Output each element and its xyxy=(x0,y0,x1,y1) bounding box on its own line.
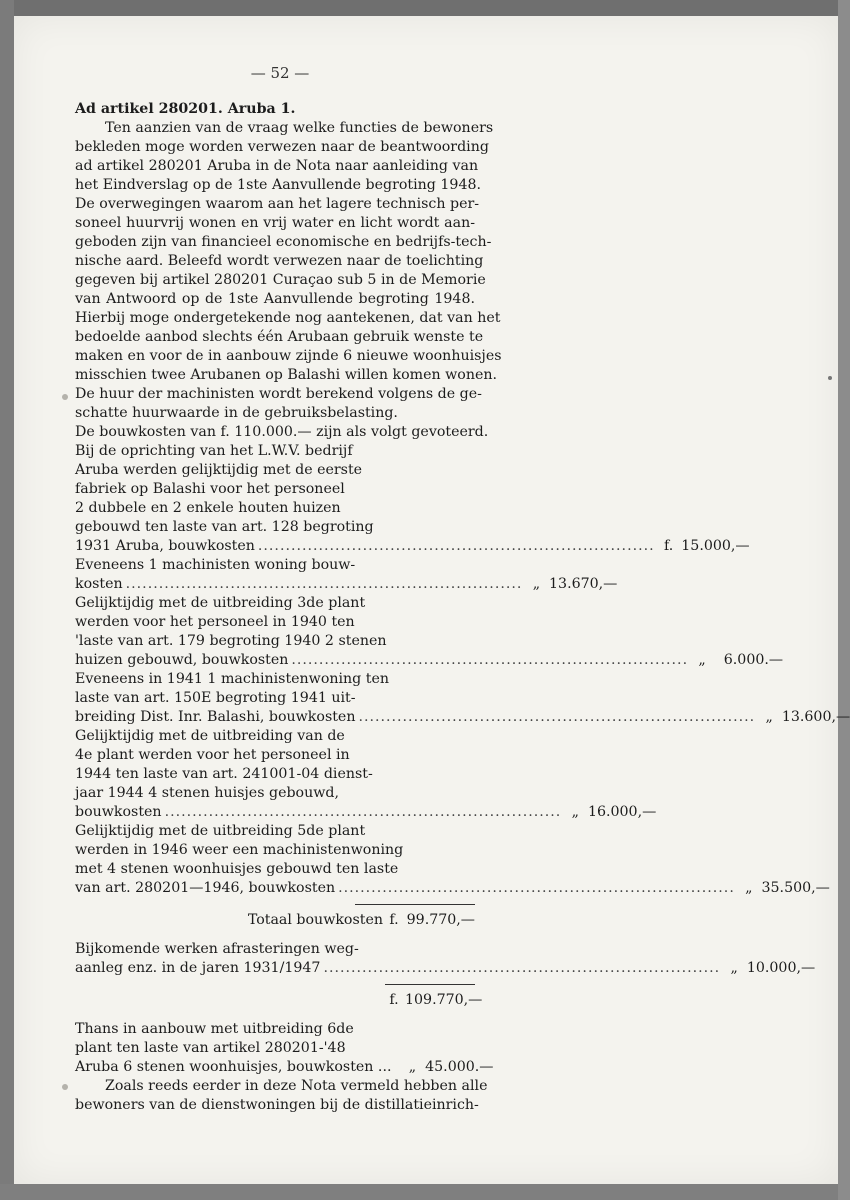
text-line: bedoelde aanbod slechts één Arubaan gebruik wenste te xyxy=(75,329,484,345)
spacer xyxy=(75,1010,475,1020)
text-line: gegeven bij artikel 280201 Curaçao sub 5 in de Memorie xyxy=(75,272,486,288)
entry-amount: 15.000,— xyxy=(681,538,750,554)
cost-entry xyxy=(75,670,850,727)
entry-line: Gelijktijdig met de uitbreiding van de xyxy=(75,728,345,744)
text-line: Hierbij moge ondergetekende nog aantekenen, dat van het xyxy=(75,310,501,326)
leader-dots: ........................................................................ xyxy=(291,652,689,668)
entry-amount: 6.000.— xyxy=(723,652,784,668)
entry-currency: „ xyxy=(571,804,579,820)
text-line: het Eindverslag op de 1ste Aanvullende begroting 1948. xyxy=(75,177,482,193)
spacer xyxy=(75,930,475,940)
cost-table xyxy=(75,442,850,1077)
subtotal-row xyxy=(75,911,475,930)
entry-amount: 10.000,— xyxy=(746,960,816,976)
entry-amount-row xyxy=(75,803,657,822)
margin-dot xyxy=(828,376,832,380)
subtotal-currency: f. xyxy=(389,912,399,928)
scan-top-edge xyxy=(0,0,838,16)
entry-currency: „ xyxy=(765,709,773,725)
text-line: ad artikel 280201 Aruba in de Nota naar aanleiding van xyxy=(75,158,479,174)
entry-label: huizen gebouwd, bouwkosten xyxy=(75,652,289,668)
entry-line: Gelijktijdig met de uitbreiding 3de plant xyxy=(75,595,366,611)
entry-label: 1931 Aruba, bouwkosten xyxy=(75,538,255,554)
entry-line: met 4 stenen woonhuisjes gebouwd ten laste xyxy=(75,861,399,877)
subtotal-label: Totaal bouwkosten xyxy=(247,912,383,928)
entry-line: laste van art. 150E begroting 1941 uit- xyxy=(75,690,356,706)
cost-entry xyxy=(75,594,784,670)
subtotal-amount: 99.770,— xyxy=(406,912,475,928)
text-line: schatte huurwaarde in de gebruiksbelasting. xyxy=(75,405,398,421)
entry-line: werden voor het personeel in 1940 ten xyxy=(75,614,355,630)
leader-dots: ........................................................................ xyxy=(125,576,523,592)
sum-rule xyxy=(385,984,475,985)
entry-currency: „ xyxy=(408,1059,417,1075)
entry-line: werden in 1946 weer een machinistenwoning xyxy=(75,842,404,858)
entry-label: van art. 280201—1946, bouwkosten xyxy=(75,880,336,896)
entry-amount: 13.670,— xyxy=(549,576,618,592)
entry-label: bouwkosten xyxy=(75,804,162,820)
entry-currency: f. xyxy=(663,538,674,554)
entry-line: Bij de oprichting van het L.W.V. bedrijf xyxy=(75,443,353,459)
text-line: bewoners van de dienstwoningen bij de distillatieinrich- xyxy=(75,1097,479,1113)
entry-line: Bijkomende werken afrasteringen weg- xyxy=(75,941,359,957)
additional-entry xyxy=(75,940,816,978)
text-line: Ten aanzien van de vraag welke functies de bewoners xyxy=(105,120,494,136)
entry-line: 2 dubbele en 2 enkele houten huizen xyxy=(75,500,341,516)
entry-amount: 35.500,— xyxy=(761,880,830,896)
entry-amount-row xyxy=(75,575,618,594)
article-heading: Ad artikel 280201. Aruba 1. xyxy=(75,101,296,117)
entry-amount: 16.000,— xyxy=(587,804,657,820)
text-line: soneel huurvrij wonen en vrij water en licht wordt aan- xyxy=(75,215,475,231)
entry-amount-row xyxy=(75,537,750,556)
grand-total-currency: f. xyxy=(389,992,399,1008)
grand-total-row xyxy=(75,991,483,1010)
leader-dots: ........................................................................ xyxy=(338,880,735,896)
entry-amount-row xyxy=(75,959,816,978)
entry-currency: „ xyxy=(698,652,706,668)
entry-amount: 45.000.— xyxy=(425,1059,494,1075)
intro-paragraph xyxy=(75,119,502,442)
leader-dots: ........................................................................ xyxy=(358,709,756,725)
cost-entry xyxy=(75,822,830,898)
scan-left-edge xyxy=(0,0,14,1200)
leader-dots: ........................................................................ xyxy=(257,538,655,554)
closing-paragraph xyxy=(75,1077,488,1115)
text-line: Zoals reeds eerder in deze Nota vermeld hebben alle xyxy=(105,1078,488,1094)
entry-currency: „ xyxy=(532,576,541,592)
entry-line: gebouwd ten laste van art. 128 begroting xyxy=(75,519,374,535)
document-text xyxy=(75,100,850,1115)
entry-amount-row xyxy=(75,708,850,727)
entry-label: Aruba 6 stenen woonhuisjes, bouwkosten ... xyxy=(75,1059,392,1075)
text-line: bekleden moge worden verwezen naar de beantwoording xyxy=(75,139,489,155)
entry-line: 4e plant werden voor het personeel in xyxy=(75,747,350,763)
text-line: De bouwkosten van f. 110.000.— zijn als volgt gevoteerd. xyxy=(75,424,489,440)
cost-entry xyxy=(75,556,618,594)
leader-dots: ........................................................................ xyxy=(323,960,721,976)
entry-line: 1944 ten laste van art. 241001-04 dienst- xyxy=(75,766,373,782)
text-line: geboden zijn van financieel economische en bedrijfs-tech- xyxy=(75,234,492,250)
entry-amount-row xyxy=(75,1058,494,1077)
entry-line: Thans in aanbouw met uitbreiding 6de xyxy=(75,1021,354,1037)
text-line: De overwegingen waarom aan het lagere technisch per- xyxy=(75,196,480,212)
entry-amount: 13.600,— xyxy=(781,709,850,725)
text-line: De huur der machinisten wordt berekend volgens de ge- xyxy=(75,386,482,402)
text-line: maken en voor de in aanbouw zijnde 6 nieuwe woonhuisjes xyxy=(75,348,502,364)
construction-entry xyxy=(75,1020,494,1077)
scan-bottom-edge xyxy=(0,1184,838,1200)
entry-line: Gelijktijdig met de uitbreiding 5de plant xyxy=(75,823,366,839)
cost-entry xyxy=(75,727,657,822)
entry-currency: „ xyxy=(730,960,738,976)
entry-line: Aruba werden gelijktijdig met de eerste xyxy=(75,462,363,478)
entry-line: plant ten laste van artikel 280201-'48 xyxy=(75,1040,346,1056)
page-number: — 52 — xyxy=(250,64,310,82)
sum-rule xyxy=(355,904,475,905)
entry-line: fabriek op Balashi voor het personeel xyxy=(75,481,345,497)
entry-currency: „ xyxy=(745,880,753,896)
text-line: van Antwoord op de 1ste Aanvullende begroting 1948. xyxy=(75,291,475,307)
leader-dots: ........................................................................ xyxy=(164,804,562,820)
entry-line: Eveneens 1 machinisten woning bouw- xyxy=(75,557,356,573)
entry-amount-row xyxy=(75,651,784,670)
cost-entry xyxy=(75,442,750,556)
entry-label: kosten xyxy=(75,576,123,592)
punch-hole-mark xyxy=(62,394,68,400)
text-line: misschien twee Arubanen op Balashi willen komen wonen. xyxy=(75,367,498,383)
entry-amount-row xyxy=(75,879,830,898)
text-line: nische aard. Beleefd wordt verwezen naar de toelichting xyxy=(75,253,484,269)
grand-total-amount: 109.770,— xyxy=(405,992,483,1008)
entry-line: Eveneens in 1941 1 machinistenwoning ten xyxy=(75,671,390,687)
punch-hole-mark xyxy=(62,1084,68,1090)
entry-line: jaar 1944 4 stenen huisjes gebouwd, xyxy=(75,785,339,801)
entry-label: breiding Dist. Inr. Balashi, bouwkosten xyxy=(75,709,356,725)
entry-label: aanleg enz. in de jaren 1931/1947 xyxy=(75,960,321,976)
entry-line: 'laste van art. 179 begroting 1940 2 stenen xyxy=(75,633,387,649)
